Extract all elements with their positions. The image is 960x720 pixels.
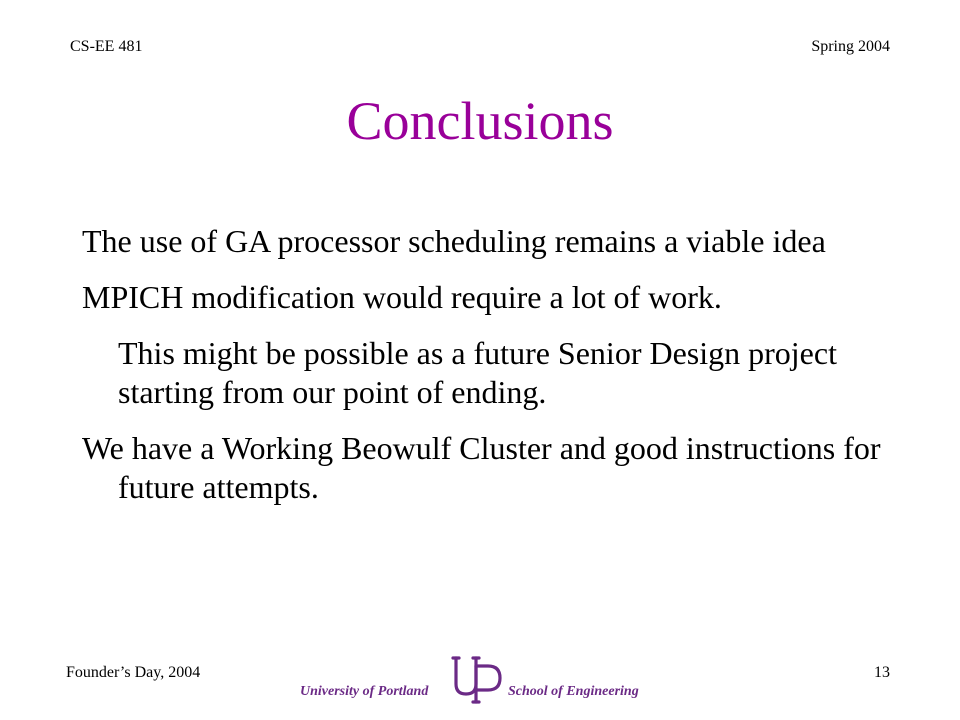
conclusion-paragraph: This might be possible as a future Senior Design project starting from our point of ending.: [118, 335, 837, 410]
slide-title: Conclusions: [346, 91, 614, 151]
term-label: Spring 2004: [811, 38, 890, 55]
conclusion-paragraph: We have a Working Beowulf Cluster and good instructions for future attempts.: [82, 430, 881, 505]
school-name: School of Engineering: [508, 684, 639, 699]
course-label: CS-EE 481: [70, 38, 143, 55]
slide-body: [82, 222, 882, 524]
conclusion-paragraph: The use of GA processor scheduling remains a viable idea: [82, 223, 826, 259]
conclusion-paragraph: MPICH modification would require a lot of work.: [82, 279, 722, 315]
university-name: University of Portland: [300, 684, 429, 699]
up-logo-icon: [448, 654, 506, 704]
footer-date: Founder’s Day, 2004: [66, 664, 201, 681]
page-number: 13: [874, 664, 890, 681]
